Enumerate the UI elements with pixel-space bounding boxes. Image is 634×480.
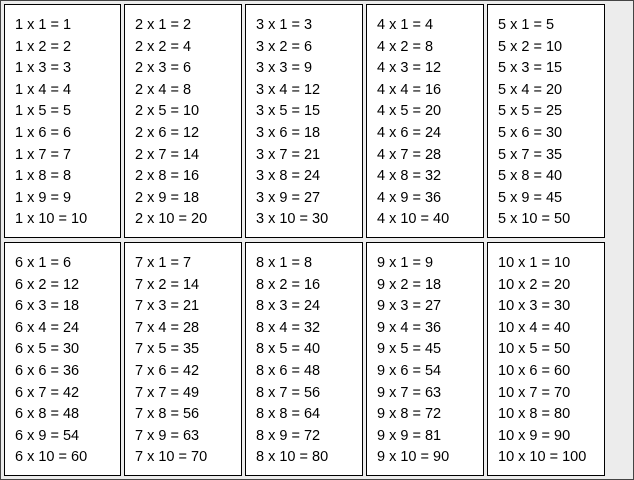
table-row: 2 x 2 = 4 — [135, 38, 192, 55]
table-row: 1 x 2 = 2 — [15, 38, 72, 55]
table-row: 10 x 1 = 10 — [498, 255, 571, 271]
times-table-6 — [4, 242, 121, 476]
table-row: 10 x 7 = 70 — [498, 384, 571, 401]
table-row: 3 x 8 = 24 — [256, 168, 321, 185]
table-row: 3 x 10 = 30 — [256, 211, 329, 228]
table-row: 1 x 6 = 6 — [15, 124, 72, 141]
table-row: 10 x 3 = 30 — [498, 298, 571, 315]
table-row: 5 x 6 = 30 — [498, 124, 563, 141]
times-table-10 — [487, 242, 605, 476]
table-row: 5 x 2 = 10 — [498, 38, 563, 55]
table-row: 6 x 4 = 24 — [15, 319, 80, 336]
table-row: 3 x 6 = 18 — [256, 124, 321, 141]
table-row: 2 x 1 = 2 — [135, 17, 192, 33]
table-row: 9 x 4 = 36 — [377, 319, 442, 336]
times-table-2 — [124, 4, 242, 238]
table-row: 6 x 10 = 60 — [15, 449, 88, 466]
table-row: 4 x 10 = 40 — [377, 211, 450, 228]
table-row: 4 x 1 = 4 — [377, 17, 434, 33]
table-row: 5 x 10 = 50 — [498, 211, 571, 228]
tables-grid — [4, 4, 605, 476]
table-row: 6 x 5 = 30 — [15, 341, 80, 358]
times-table-4 — [366, 4, 484, 238]
table-row: 4 x 5 = 20 — [377, 103, 442, 120]
table-row: 7 x 7 = 49 — [135, 384, 200, 401]
table-row: 1 x 1 = 1 — [15, 17, 72, 33]
times-table-8 — [245, 242, 363, 476]
table-row: 1 x 7 = 7 — [15, 146, 72, 163]
table-row: 4 x 4 = 16 — [377, 81, 442, 98]
table-row: 7 x 10 = 70 — [135, 449, 208, 466]
table-row: 6 x 8 = 48 — [15, 406, 80, 423]
table-row: 4 x 6 = 24 — [377, 124, 442, 141]
table-row: 8 x 3 = 24 — [256, 298, 321, 315]
table-row: 5 x 5 = 25 — [498, 103, 563, 120]
table-row: 2 x 9 = 18 — [135, 189, 200, 206]
table-row: 4 x 2 = 8 — [377, 38, 434, 55]
table-row: 3 x 1 = 3 — [256, 17, 313, 33]
table-row: 9 x 9 = 81 — [377, 427, 442, 444]
table-row: 10 x 2 = 20 — [498, 276, 571, 293]
table-row: 8 x 1 = 8 — [256, 255, 313, 271]
table-row: 9 x 10 = 90 — [377, 449, 450, 466]
table-row: 1 x 8 = 8 — [15, 168, 72, 185]
table-row: 10 x 9 = 90 — [498, 427, 571, 444]
table-row: 7 x 9 = 63 — [135, 427, 200, 444]
table-row: 2 x 5 = 10 — [135, 103, 200, 120]
table-row: 8 x 7 = 56 — [256, 384, 321, 401]
table-row: 8 x 9 = 72 — [256, 427, 321, 444]
table-row: 5 x 1 = 5 — [498, 17, 555, 33]
table-row: 6 x 2 = 12 — [15, 276, 80, 293]
table-row: 10 x 10 = 100 — [498, 449, 587, 466]
table-row: 9 x 3 = 27 — [377, 298, 442, 315]
table-row: 5 x 7 = 35 — [498, 146, 563, 163]
table-row: 8 x 2 = 16 — [256, 276, 321, 293]
table-row: 7 x 1 = 7 — [135, 255, 192, 271]
table-row: 4 x 7 = 28 — [377, 146, 442, 163]
table-row: 9 x 1 = 9 — [377, 255, 434, 271]
table-row: 6 x 3 = 18 — [15, 298, 80, 315]
table-row: 10 x 8 = 80 — [498, 406, 571, 423]
table-row: 2 x 4 = 8 — [135, 81, 192, 98]
table-row: 8 x 4 = 32 — [256, 319, 321, 336]
times-table-9 — [366, 242, 484, 476]
table-row: 10 x 6 = 60 — [498, 362, 571, 379]
table-row: 6 x 9 = 54 — [15, 427, 80, 444]
table-row: 8 x 6 = 48 — [256, 362, 321, 379]
times-table-1 — [4, 4, 121, 238]
table-row: 6 x 1 = 6 — [15, 255, 72, 271]
table-row: 9 x 5 = 45 — [377, 341, 442, 358]
table-row: 6 x 6 = 36 — [15, 362, 80, 379]
table-row: 6 x 7 = 42 — [15, 384, 80, 401]
table-row: 4 x 9 = 36 — [377, 189, 442, 206]
table-row: 3 x 5 = 15 — [256, 103, 321, 120]
table-row: 7 x 6 = 42 — [135, 362, 200, 379]
table-row: 5 x 9 = 45 — [498, 189, 563, 206]
table-row: 2 x 6 = 12 — [135, 124, 200, 141]
times-table-5 — [487, 4, 605, 238]
table-row: 3 x 7 = 21 — [256, 146, 321, 163]
table-row: 7 x 2 = 14 — [135, 276, 200, 293]
table-row: 4 x 3 = 12 — [377, 60, 442, 77]
table-row: 1 x 9 = 9 — [15, 189, 72, 206]
times-table-3 — [245, 4, 363, 238]
table-row: 2 x 3 = 6 — [135, 60, 192, 77]
table-row: 3 x 9 = 27 — [256, 189, 321, 206]
table-row: 1 x 3 = 3 — [15, 60, 72, 77]
table-row: 9 x 6 = 54 — [377, 362, 442, 379]
table-row: 7 x 4 = 28 — [135, 319, 200, 336]
table-row: 1 x 10 = 10 — [15, 211, 88, 228]
table-row: 5 x 8 = 40 — [498, 168, 563, 185]
table-row: 7 x 8 = 56 — [135, 406, 200, 423]
table-row: 8 x 8 = 64 — [256, 406, 321, 423]
table-row: 8 x 5 = 40 — [256, 341, 321, 358]
table-row: 3 x 3 = 9 — [256, 60, 313, 77]
table-row: 9 x 2 = 18 — [377, 276, 442, 293]
table-row: 5 x 3 = 15 — [498, 60, 563, 77]
table-row: 9 x 8 = 72 — [377, 406, 442, 423]
table-row: 4 x 8 = 32 — [377, 168, 442, 185]
table-row: 1 x 5 = 5 — [15, 103, 72, 120]
table-row: 8 x 10 = 80 — [256, 449, 329, 466]
times-table-7 — [124, 242, 242, 476]
table-row: 7 x 3 = 21 — [135, 298, 200, 315]
table-row: 5 x 4 = 20 — [498, 81, 563, 98]
table-row: 10 x 5 = 50 — [498, 341, 571, 358]
table-row: 2 x 7 = 14 — [135, 146, 200, 163]
table-row: 3 x 2 = 6 — [256, 38, 313, 55]
table-row: 10 x 4 = 40 — [498, 319, 571, 336]
table-row: 2 x 10 = 20 — [135, 211, 208, 228]
table-row: 9 x 7 = 63 — [377, 384, 442, 401]
table-row: 1 x 4 = 4 — [15, 81, 72, 98]
table-row: 3 x 4 = 12 — [256, 81, 321, 98]
table-row: 2 x 8 = 16 — [135, 168, 200, 185]
table-row: 7 x 5 = 35 — [135, 341, 200, 358]
